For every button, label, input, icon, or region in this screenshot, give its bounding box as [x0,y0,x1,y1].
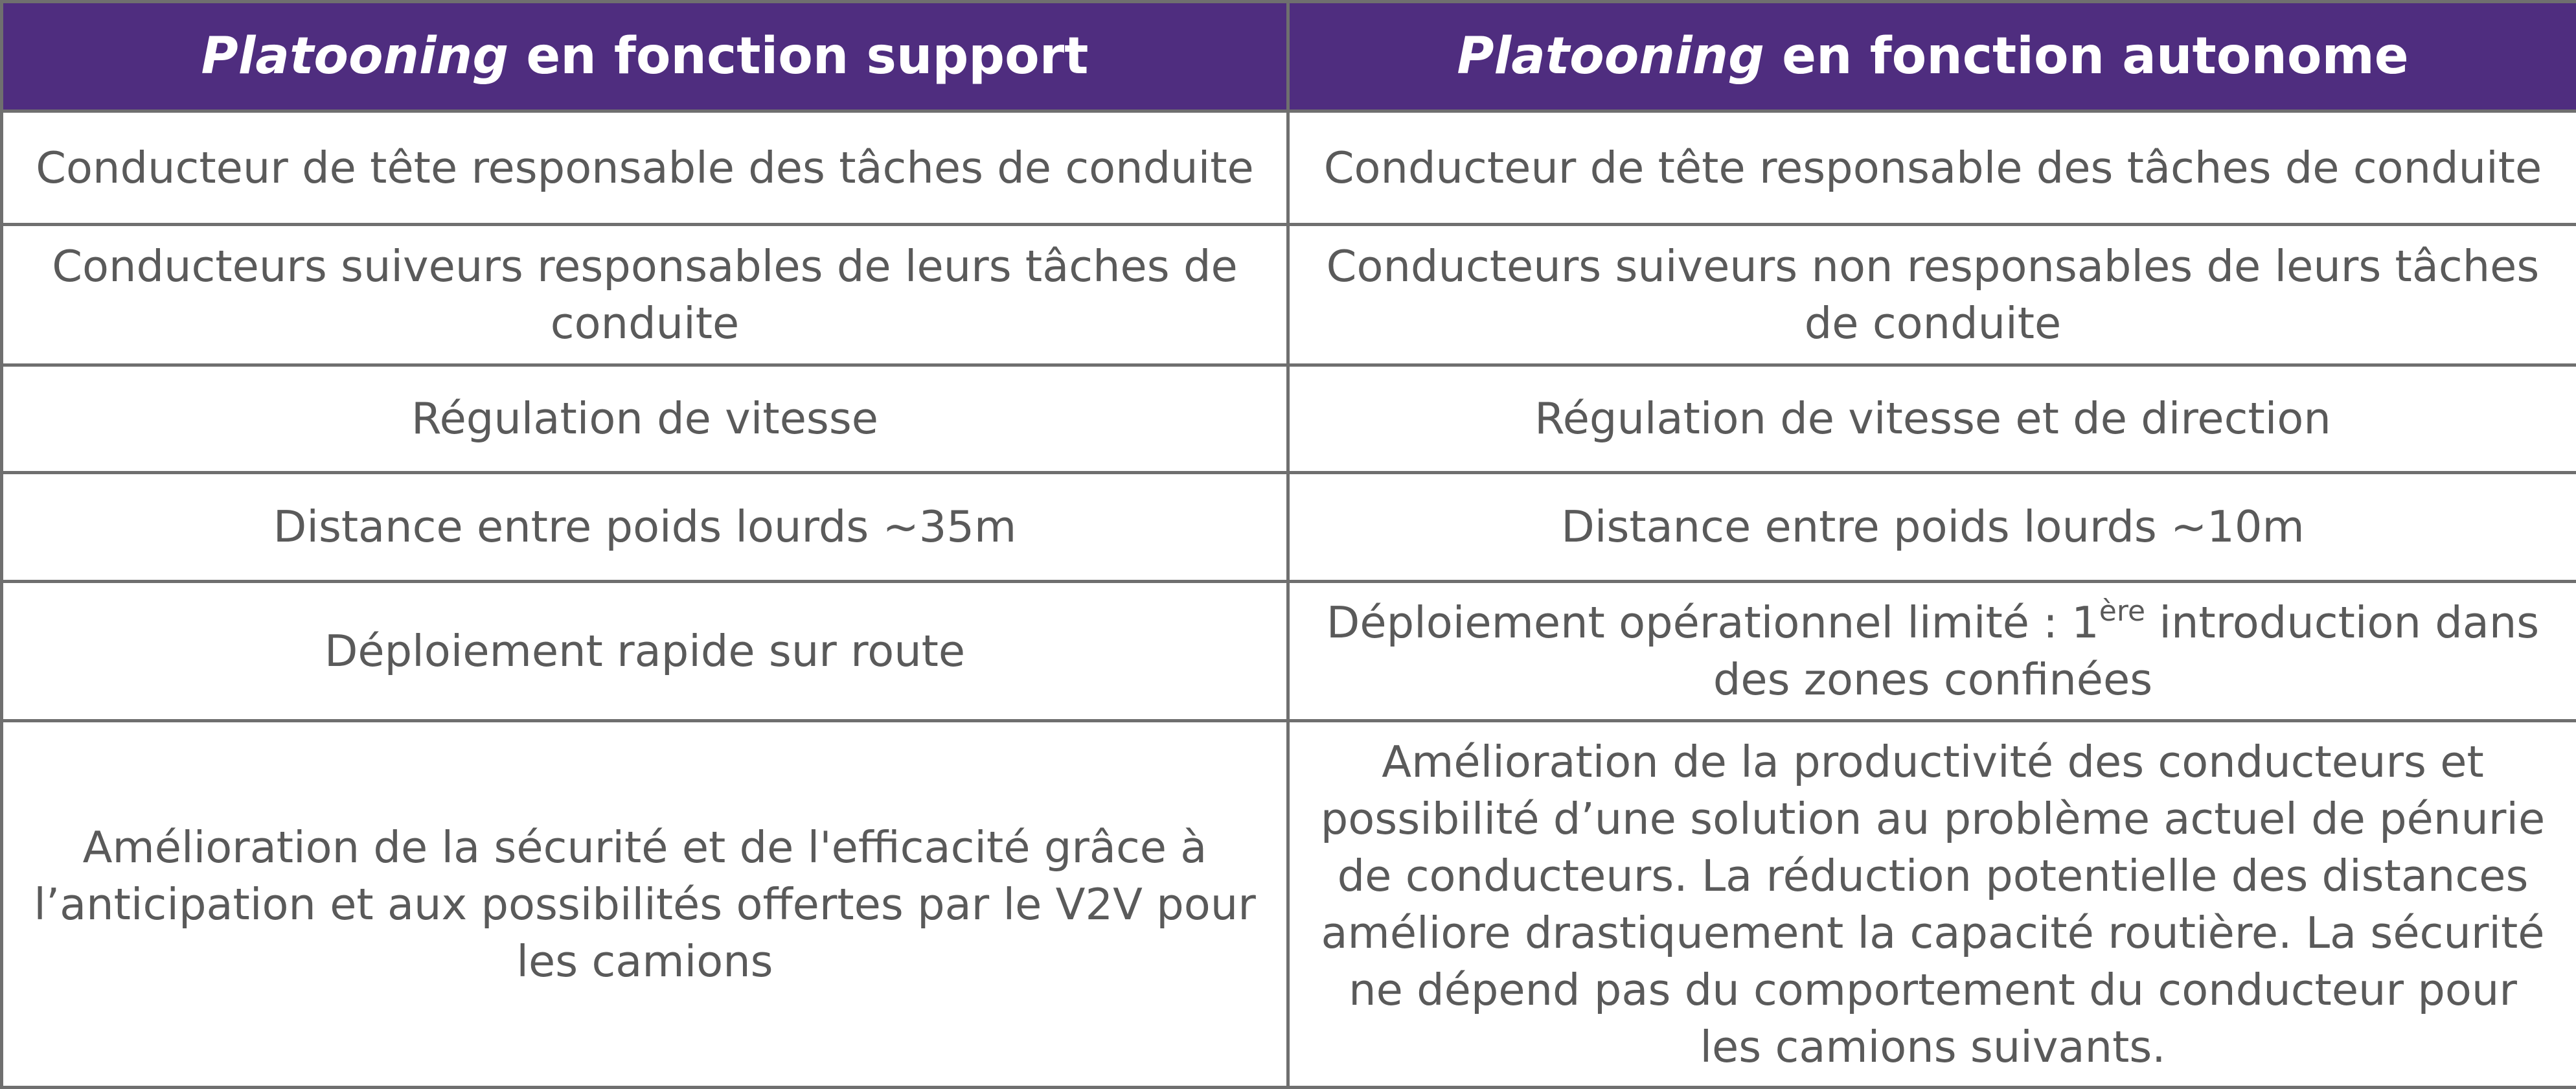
header-row [2,2,2576,111]
cell-autonome [1288,581,2576,721]
cell-support: Conducteur de tête responsable des tâches de conduite [2,111,1288,225]
table-row [2,225,2576,365]
superscript-ere: ère [2099,594,2146,628]
header-autonome-rest: en fonction autonome [1764,27,2409,86]
cell-autonome-text-before: Déploiement opérationnel limité : 1 [1326,597,2099,648]
cell-support: Distance entre poids lourds ~35m [2,473,1288,581]
cell-support: Régulation de vitesse [2,365,1288,472]
table-row [2,111,2576,225]
cell-autonome: Conducteurs suiveurs non responsables de leurs tâches de conduite [1288,225,2576,365]
cell-support: Amélioration de la sécurité et de l'efficacité grâce à l’anticipation et aux possibilités offertes par le V2V pour les camions [2,721,1288,1088]
header-support-italic: Platooning [201,27,509,86]
cell-support: Déploiement rapide sur route [2,581,1288,721]
table-row [2,721,2576,1088]
header-autonome [1288,2,2576,111]
cell-autonome: Amélioration de la productivité des conducteurs et possibilité d’une solution au problème actuel de pénurie de conducteurs. La réduction potentielle des distances améliore drastiquement la capacité routière. La sécurité ne dépend pas du comportement du conducteur pour les camions suivants. [1288,721,2576,1088]
cell-autonome: Distance entre poids lourds ~10m [1288,473,2576,581]
cell-autonome: Conducteur de tête responsable des tâches de conduite [1288,111,2576,225]
header-support [2,2,1288,111]
header-support-rest: en fonction support [508,27,1089,86]
cell-support: Conducteurs suiveurs responsables de leurs tâches de conduite [2,225,1288,365]
table-row [2,365,2576,472]
cell-autonome-text-after: introduction dans des zones confinées [1713,597,2540,705]
header-autonome-italic: Platooning [1457,27,1764,86]
cell-autonome: Régulation de vitesse et de direction [1288,365,2576,472]
table-row [2,473,2576,581]
table-row [2,581,2576,721]
